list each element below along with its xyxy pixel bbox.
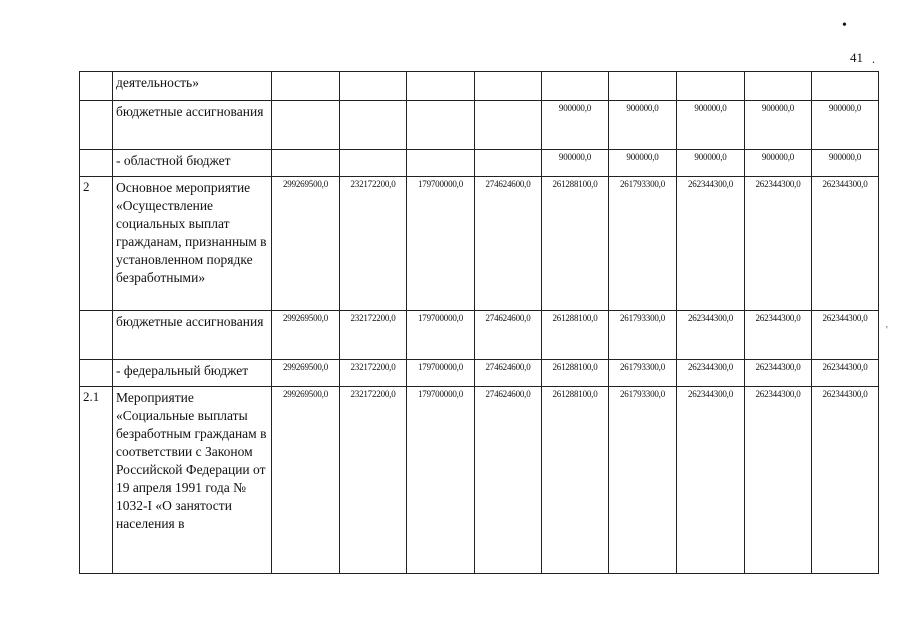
row-number-cell xyxy=(80,101,113,150)
amount-cell: 262344300,0 xyxy=(677,360,745,387)
amount-cell: 299269500,0 xyxy=(272,387,340,574)
amount-cell xyxy=(272,150,340,177)
amount-cell xyxy=(812,72,879,101)
amount-cell xyxy=(475,150,542,177)
row-number-cell xyxy=(80,72,113,101)
amount-cell: 274624600,0 xyxy=(475,360,542,387)
amount-cell xyxy=(609,72,677,101)
amount-cell: 262344300,0 xyxy=(745,311,812,360)
amount-cell xyxy=(407,101,475,150)
amount-cell: 299269500,0 xyxy=(272,360,340,387)
amount-cell xyxy=(407,150,475,177)
row-number-cell: 2 xyxy=(80,177,113,311)
amount-cell: 900000,0 xyxy=(677,150,745,177)
amount-cell: 299269500,0 xyxy=(272,177,340,311)
amount-cell: 262344300,0 xyxy=(745,177,812,311)
table-row xyxy=(80,360,879,387)
row-number-cell xyxy=(80,360,113,387)
amount-cell: 232172200,0 xyxy=(340,177,407,311)
amount-cell: 261288100,0 xyxy=(542,360,609,387)
page-number: 41 xyxy=(850,50,863,65)
amount-cell: 900000,0 xyxy=(609,101,677,150)
table-row xyxy=(80,150,879,177)
amount-cell: 262344300,0 xyxy=(677,387,745,574)
table-row xyxy=(80,101,879,150)
amount-cell: 900000,0 xyxy=(542,150,609,177)
amount-cell: 179700000,0 xyxy=(407,177,475,311)
amount-cell: 261793300,0 xyxy=(609,311,677,360)
table-row xyxy=(80,311,879,360)
amount-cell: 261288100,0 xyxy=(542,387,609,574)
amount-cell: 900000,0 xyxy=(542,101,609,150)
row-number-cell xyxy=(80,311,113,360)
amount-cell: 262344300,0 xyxy=(677,311,745,360)
amount-cell: 900000,0 xyxy=(812,150,879,177)
amount-cell: 900000,0 xyxy=(745,150,812,177)
budget-table xyxy=(79,71,879,574)
page-number-dot: . xyxy=(872,52,875,66)
amount-cell xyxy=(407,72,475,101)
amount-cell: 262344300,0 xyxy=(812,177,879,311)
table-row xyxy=(80,177,879,311)
amount-cell xyxy=(677,72,745,101)
amount-cell xyxy=(340,101,407,150)
description-cell: Основное мероприятие «Осуществление социальных выплат гражданам, признанным в установленном порядке безработными» xyxy=(113,177,272,311)
amount-cell: 261288100,0 xyxy=(542,177,609,311)
amount-cell: 232172200,0 xyxy=(340,387,407,574)
amount-cell: 179700000,0 xyxy=(407,387,475,574)
amount-cell: 261793300,0 xyxy=(609,387,677,574)
amount-cell: 262344300,0 xyxy=(745,387,812,574)
amount-cell xyxy=(475,101,542,150)
description-cell: бюджетные ассигнования xyxy=(113,311,272,360)
amount-cell xyxy=(340,150,407,177)
description-cell: Мероприятие «Социальные выплаты безработным гражданам в соответствии с Законом Российской Федерации от 19 апреля 1991 года № 1032-I «О занятости населения в xyxy=(113,387,272,574)
amount-cell: 900000,0 xyxy=(745,101,812,150)
amount-cell: 900000,0 xyxy=(812,101,879,150)
amount-cell: 262344300,0 xyxy=(812,387,879,574)
page-mark: • xyxy=(842,18,847,33)
amount-cell xyxy=(340,72,407,101)
amount-cell xyxy=(272,72,340,101)
amount-cell: 274624600,0 xyxy=(475,177,542,311)
amount-cell: 900000,0 xyxy=(677,101,745,150)
amount-cell xyxy=(542,72,609,101)
table-row xyxy=(80,72,879,101)
amount-cell: 262344300,0 xyxy=(677,177,745,311)
amount-cell: 261288100,0 xyxy=(542,311,609,360)
amount-cell: 261793300,0 xyxy=(609,360,677,387)
row-number-cell: 2.1 xyxy=(80,387,113,574)
amount-cell xyxy=(745,72,812,101)
row-number-cell xyxy=(80,150,113,177)
amount-cell xyxy=(475,72,542,101)
amount-cell: 179700000,0 xyxy=(407,311,475,360)
description-cell: - областной бюджет xyxy=(113,150,272,177)
amount-cell: 232172200,0 xyxy=(340,360,407,387)
amount-cell: 179700000,0 xyxy=(407,360,475,387)
amount-cell: 262344300,0 xyxy=(812,360,879,387)
amount-cell: 262344300,0 xyxy=(812,311,879,360)
amount-cell: 900000,0 xyxy=(609,150,677,177)
amount-cell: 274624600,0 xyxy=(475,387,542,574)
amount-cell xyxy=(272,101,340,150)
amount-cell: 262344300,0 xyxy=(745,360,812,387)
description-cell: деятельность» xyxy=(113,72,272,101)
description-cell: - федеральный бюджет xyxy=(113,360,272,387)
margin-tick: ' xyxy=(886,325,888,336)
description-cell: бюджетные ассигнования xyxy=(113,101,272,150)
amount-cell: 274624600,0 xyxy=(475,311,542,360)
amount-cell: 232172200,0 xyxy=(340,311,407,360)
table-row xyxy=(80,387,879,574)
amount-cell: 261793300,0 xyxy=(609,177,677,311)
amount-cell: 299269500,0 xyxy=(272,311,340,360)
